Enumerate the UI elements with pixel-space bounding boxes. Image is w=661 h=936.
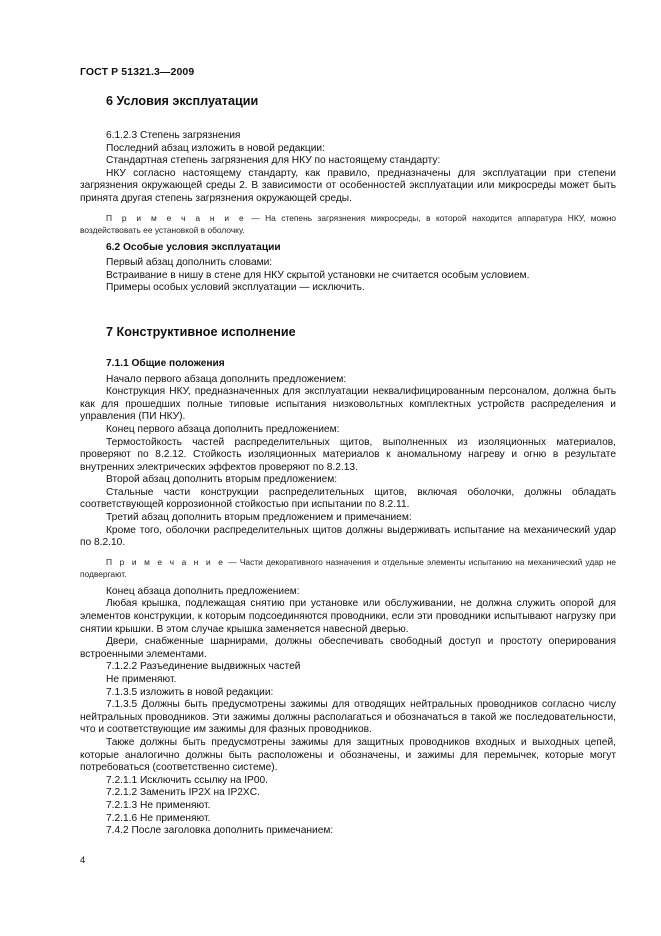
page-number: 4 xyxy=(80,855,86,866)
note-text: — На степень загрязнения микросреды, в которой находится аппаратура НКУ, можно воздействовать ее установкой в оболочку. xyxy=(80,212,617,235)
paragraph: 7.2.1.1 Исключить ссылку на IP00. xyxy=(106,774,268,786)
paragraph: 7.2.1.6 Не применяют. xyxy=(106,812,211,824)
note-label: П р и м е ч а н и е xyxy=(106,212,246,223)
subsection-6-2-title: 6.2 Особые условия эксплуатации xyxy=(106,241,281,253)
section-7-title: 7 Конструктивное исполнение xyxy=(106,324,296,339)
section-6-title: 6 Условия эксплуатации xyxy=(106,94,259,108)
running-header: ГОСТ Р 51321.3—2009 xyxy=(80,66,195,78)
note-text: — Части декоративного назначения и отдельные элементы испытанию на механический удар не подвергают. xyxy=(80,556,616,579)
paragraph: Конец абзаца дополнить предложением: xyxy=(106,585,300,597)
paragraph: Начало первого абзаца дополнить предложением: xyxy=(106,373,347,385)
paragraph: 7.1.3.5 изложить в новой редакции: xyxy=(106,686,274,698)
paragraph: Второй абзац дополнить вторым предложением: xyxy=(106,474,338,486)
paragraph: 7.1.3.5 Должны быть предусмотрены зажимы для отводящих нейтральных проводников согласно числу нейтральных проводников. Эти зажимы должны располагаться и обозначаться в такой же последовательности, что и соответствующие им зажимы для фазных проводников. xyxy=(80,699,616,736)
paragraph: НКУ согласно настоящему стандарту, как правило, предназначены для эксплуатации при степени загрязнения окружающей среды 2. В зависимости от особенностей эксплуатации или микросреды может быть принята другая степень загрязнения окружающей среды. xyxy=(80,167,616,204)
paragraph: 6.1.2.3 Степень загрязнения xyxy=(106,130,241,141)
paragraph: Стальные части конструкции распределительных щитов, включая оболочки, должны обладать соответствующей коррозионной стойкостью при испытании по 8.2.11. xyxy=(80,486,616,511)
paragraph: Третий абзац дополнить вторым предложением и примечанием: xyxy=(106,512,412,524)
paragraph: Стандартная степень загрязнения для НКУ по настоящему стандарту: xyxy=(106,155,441,167)
paragraph: Также должны быть предусмотрены зажимы для защитных проводников входных и выходных цепей, которые аналогично должны быть расположены и обозначены, и зажимы для перемычек, которые могут потребоваться (соответственно системе). xyxy=(80,736,616,774)
paragraph: Первый абзац дополнить словами: xyxy=(106,257,273,269)
paragraph: Не применяют. xyxy=(106,674,177,685)
paragraph: 7.1.2.2 Разъединение выдвижных частей xyxy=(106,661,301,673)
paragraph: Двери, снабженные шарнирами, должны обеспечивать свободный доступ и простоту оперирования встроенными элементами. xyxy=(80,636,616,660)
paragraph: Встраивание в нишу в стене для НКУ скрытой установки не считается особым условием. xyxy=(106,269,530,281)
paragraph: Конструкция НКУ, предназначенных для эксплуатации неквалифицированным персоналом, должна быть как для прошедших полные типовые испытания низковольтных комплектных устройств распределения и управления (ПИ НКУ). xyxy=(80,386,616,423)
note xyxy=(80,212,616,236)
note-label: П р и м е ч а н и е xyxy=(106,556,226,567)
paragraph: Последний абзац изложить в новой редакции: xyxy=(106,142,325,154)
paragraph: Кроме того, оболочки распределительных щитов должны выдерживать испытание на механический удар по 8.2.10. xyxy=(80,524,616,549)
paragraph: Термостойкость частей распределительных щитов, выполненных из изоляционных материалов, проверяют по 8.2.12. Стойкость изоляционных материалов к аномальному нагреву и огню в результате внутренних электрических эффектов проверяют по 8.2.13. xyxy=(80,436,616,473)
paragraph: 7.4.2 После заголовка дополнить примечанием: xyxy=(106,825,334,837)
paragraph: 7.2.1.3 Не применяют. xyxy=(106,799,211,811)
paragraph: Конец первого абзаца дополнить предложением: xyxy=(106,423,340,435)
page-content xyxy=(80,94,616,838)
note xyxy=(80,556,616,580)
subsection-7-1-1-title: 7.1.1 Общие положения xyxy=(106,357,225,369)
paragraph: Примеры особых условий эксплуатации — исключить. xyxy=(106,282,365,294)
paragraph: Любая крышка, подлежащая снятию при установке или обслуживании, не должна служить опорой для элементов конструкции, к которым подсоединяются проводники, если эти проводники испытывают нагрузку при снятии крышки. В этом случае крышка заменяется навесной дверью. xyxy=(80,598,616,635)
paragraph: 7.2.1.2 Заменить IP2X на IP2XC. xyxy=(106,787,260,799)
